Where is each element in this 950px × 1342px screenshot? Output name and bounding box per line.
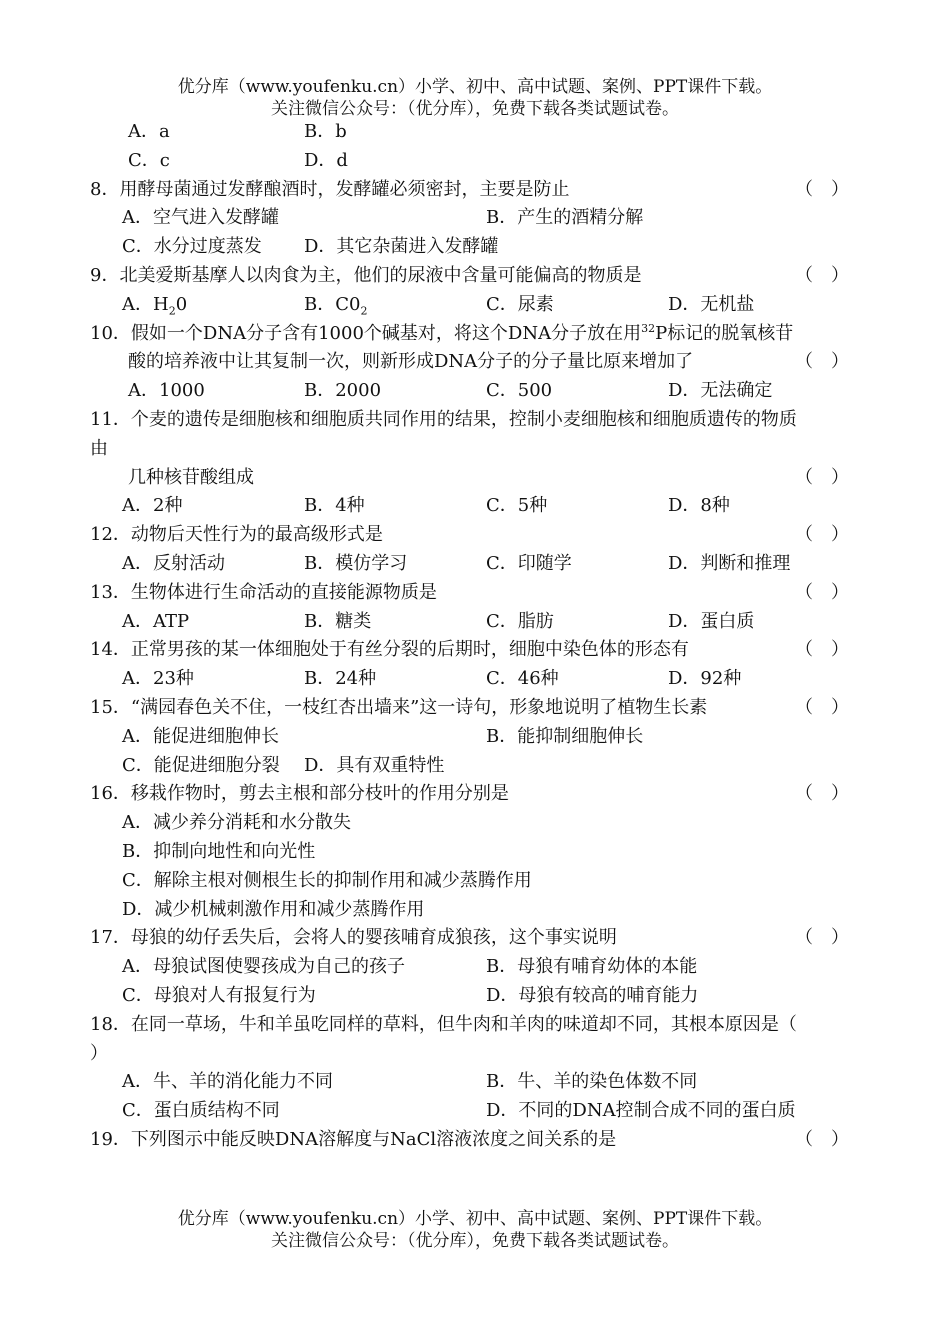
q13-stem-line <box>0 579 950 608</box>
q16-option-c: C．解除主根对侧根生长的抑制作用和减少蒸腾作用 <box>122 869 532 891</box>
q17-answer-blank: （ ） <box>795 927 849 949</box>
q18-option-c: C．蛋白质结构不同 <box>122 1100 280 1122</box>
q15-options-row-1 <box>0 723 950 752</box>
q15-stem-line <box>0 694 950 723</box>
q9-option-c: C．尿素 <box>486 293 554 315</box>
q15-option-a: A．能促进细胞伸长 <box>122 725 279 747</box>
q13-stem: 13．生物体进行生命活动的直接能源物质是 <box>90 581 437 603</box>
q8-option-d: D．其它杂菌进入发酵罐 <box>304 236 499 258</box>
q9-option-a-suffix: 0 <box>175 293 188 315</box>
q8-answer-blank: （ ） <box>795 178 849 200</box>
q7-option-c: C．c <box>128 149 170 171</box>
q12-stem: 12．动物后天性行为的最高级形式是 <box>90 524 383 546</box>
q8-stem: 8．用酵母菌通过发酵酿酒时，发酵罐必须密封，主要是防止 <box>90 178 570 200</box>
q17-stem: 17．母狼的幼仔丢失后，会将人的婴孩哺育成狼孩，这个事实说明 <box>90 927 617 949</box>
q17-options-row-2 <box>0 982 950 1011</box>
q9-option-b-prefix: B．C0 <box>304 293 361 315</box>
q13-option-a: A．ATP <box>122 610 190 632</box>
q14-option-a: A．23种 <box>122 668 194 690</box>
q15-option-c: C．能促进细胞分裂 <box>122 754 280 776</box>
q9-option-a-subscript: 2 <box>168 304 176 318</box>
q11-options-row <box>0 492 950 521</box>
q18-option-a: A．牛、羊的消化能力不同 <box>122 1071 333 1093</box>
q13-option-d: D．蛋白质 <box>668 610 755 632</box>
footer-line-2: 关注微信公众号：（优分库），免费下载各类试题试卷。 <box>271 1231 679 1251</box>
q10-stem-line-1 <box>0 320 950 349</box>
q11-option-d: D．8种 <box>668 495 730 517</box>
q10-option-d: D．无法确定 <box>668 380 773 402</box>
q14-option-d: D．92种 <box>668 668 742 690</box>
q7-option-b: B．b <box>304 121 347 142</box>
q10-option-c: C．500 <box>486 380 553 402</box>
q16-option-b-row <box>0 838 950 867</box>
page-footer <box>0 1208 950 1252</box>
q12-stem-line <box>0 521 950 550</box>
q9-options-row <box>0 291 950 320</box>
q17-option-a: A．母狼试图使婴孩成为自己的孩子 <box>122 956 405 978</box>
q10-stem-superscript: 32 <box>641 321 656 335</box>
q9-option-a-prefix: A．H <box>122 293 169 315</box>
q18-stem-line-2 <box>0 1040 950 1069</box>
q11-stem-continued: 几种核苷酸组成 <box>128 466 254 488</box>
q10-options-row <box>0 377 950 406</box>
q9-answer-blank: （ ） <box>795 264 849 286</box>
q16-option-a: A．减少养分消耗和水分散失 <box>122 812 351 834</box>
q15-answer-blank: （ ） <box>795 696 849 718</box>
q10-stem-suffix: P标记的脱氧核苷 <box>655 322 794 344</box>
q14-stem: 14．正常男孩的某一体细胞处于有丝分裂的后期时，细胞中染色体的形态有 <box>90 639 689 661</box>
q19-stem: 19．下列图示中能反映DNA溶解度与NaCl溶液浓度之间关系的是 <box>90 1128 617 1150</box>
q12-option-a: A．反射活动 <box>122 552 225 574</box>
q14-option-c: C．46种 <box>486 668 559 690</box>
q13-options-row <box>0 608 950 637</box>
q13-option-c: C．脂肪 <box>486 610 554 632</box>
q9-stem-line <box>0 262 950 291</box>
q12-answer-blank: （ ） <box>795 524 849 546</box>
q7-options-row-2 <box>0 147 950 176</box>
q16-option-d: D．减少机械刺激作用和减少蒸腾作用 <box>122 898 425 920</box>
q7-option-a: A．a <box>128 121 170 142</box>
page-header <box>0 76 950 120</box>
q11-answer-blank: （ ） <box>795 466 849 488</box>
q10-option-b: B．2000 <box>304 380 382 402</box>
q14-option-b: B．24种 <box>304 668 377 690</box>
q8-option-b: B．产生的酒精分解 <box>486 207 644 229</box>
q17-stem-line <box>0 924 950 953</box>
q16-option-b: B．抑制向地性和向光性 <box>122 840 316 862</box>
q18-option-b: B．牛、羊的染色体数不同 <box>486 1071 698 1093</box>
q14-stem-line <box>0 636 950 665</box>
q18-stem-wrap: ） <box>90 1042 108 1064</box>
q7-options-row-1 <box>0 118 950 147</box>
q11-stem: 11．个麦的遗传是细胞核和细胞质共同作用的结果，控制小麦细胞核和细胞质遗传的物质 <box>90 408 797 430</box>
q12-option-b: B．模仿学习 <box>304 552 408 574</box>
q18-options-row-1 <box>0 1068 950 1097</box>
q10-answer-blank: （ ） <box>795 351 849 373</box>
q8-options-row-2 <box>0 233 950 262</box>
q8-options-row-1 <box>0 204 950 233</box>
q17-option-b: B．母狼有哺育幼体的本能 <box>486 956 698 978</box>
q16-answer-blank: （ ） <box>795 783 849 805</box>
q11-stem-line-3 <box>0 464 950 493</box>
q16-option-d-row <box>0 896 950 925</box>
q18-option-d: D．不同的DNA控制合成不同的蛋白质 <box>486 1100 796 1122</box>
q15-stem: 15．“满园春色关不住，一枝红杏出墙来”这一诗句，形象地说明了植物生长素 <box>90 696 708 718</box>
q9-option-a <box>122 291 187 320</box>
q10-stem-prefix: 10．假如一个DNA分子含有1000个碱基对，将这个DNA分子放在用 <box>90 322 642 344</box>
q11-stem-line-2 <box>0 435 950 464</box>
q8-stem-line <box>0 176 950 205</box>
header-line-1: 优分库（www.youfenku.cn）小学、初中、高中试题、案例、PPT课件下载。 <box>177 77 773 97</box>
q17-options-row-1 <box>0 953 950 982</box>
q11-option-b: B．4种 <box>304 495 365 517</box>
q16-option-a-row <box>0 809 950 838</box>
q19-stem-line <box>0 1126 950 1155</box>
q10-option-a: A．1000 <box>128 380 205 402</box>
q19-answer-blank: （ ） <box>795 1128 849 1150</box>
q18-stem-line-1 <box>0 1011 950 1040</box>
q13-answer-blank: （ ） <box>795 581 849 603</box>
q10-stem-continued: 酸的培养液中让其复制一次，则新形成DNA分子的分子量比原来增加了 <box>128 351 694 373</box>
q15-options-row-2 <box>0 752 950 781</box>
q10-stem <box>90 320 793 349</box>
q9-option-b <box>304 291 367 320</box>
q16-stem: 16．移栽作物时，剪去主根和部分枝叶的作用分别是 <box>90 783 509 805</box>
q15-option-d: D．具有双重特性 <box>304 754 445 776</box>
q12-option-d: D．判断和推理 <box>668 552 791 574</box>
q11-stem-wrap: 由 <box>90 437 108 459</box>
q18-stem: 18．在同一草场，牛和羊虽吃同样的草料，但牛肉和羊肉的味道却不同，其根本原因是（ <box>90 1013 797 1035</box>
footer-line-1: 优分库（www.youfenku.cn）小学、初中、高中试题、案例、PPT课件下载。 <box>177 1209 773 1229</box>
q7-option-d: D．d <box>304 149 348 171</box>
q12-options-row <box>0 550 950 579</box>
header-line-2: 关注微信公众号：（优分库），免费下载各类试题试卷。 <box>271 99 679 119</box>
q9-stem: 9．北美爱斯基摩人以肉食为主，他们的尿液中含量可能偏高的物质是 <box>90 264 642 286</box>
q11-option-a: A．2种 <box>122 495 183 517</box>
q8-option-a: A．空气进入发酵罐 <box>122 207 279 229</box>
q8-option-c: C．水分过度蒸发 <box>122 236 262 258</box>
q16-stem-line <box>0 780 950 809</box>
q16-option-c-row <box>0 867 950 896</box>
q17-option-d: D．母狼有较高的哺育能力 <box>486 984 699 1006</box>
q9-option-d: D．无机盐 <box>668 293 755 315</box>
q11-stem-line-1 <box>0 406 950 435</box>
question-list <box>0 118 950 1155</box>
q14-options-row <box>0 665 950 694</box>
q14-answer-blank: （ ） <box>795 639 849 661</box>
q11-option-c: C．5种 <box>486 495 548 517</box>
q15-option-b: B．能抑制细胞伸长 <box>486 725 644 747</box>
q13-option-b: B．糖类 <box>304 610 372 632</box>
q18-options-row-2 <box>0 1097 950 1126</box>
q12-option-c: C．印随学 <box>486 552 572 574</box>
q17-option-c: C．母狼对人有报复行为 <box>122 984 316 1006</box>
q10-stem-line-2 <box>0 348 950 377</box>
q9-option-b-subscript: 2 <box>360 304 368 318</box>
